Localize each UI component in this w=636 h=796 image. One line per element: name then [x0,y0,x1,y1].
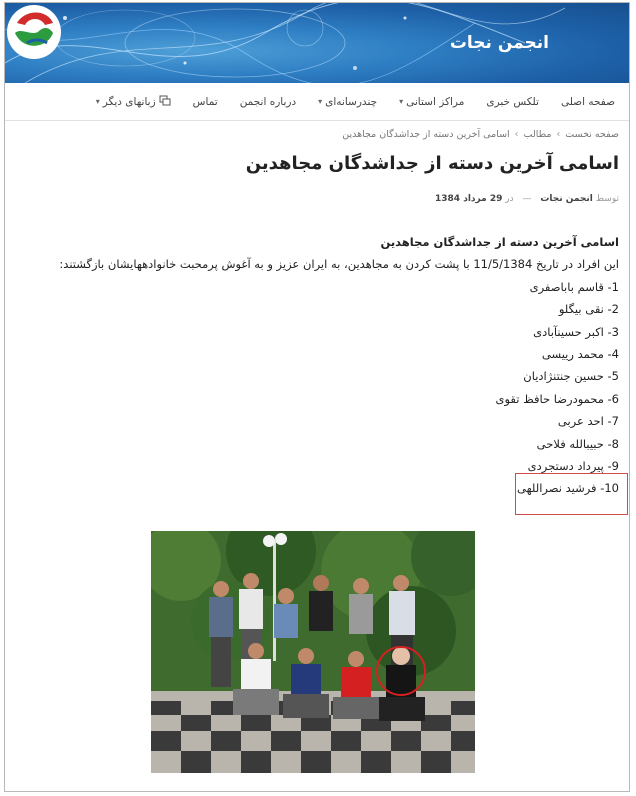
nav-item-multimedia[interactable] [318,96,377,108]
list-item: 9- پیرداد دستجردی [527,459,619,474]
breadcrumb-separator: › [556,129,561,140]
meta-author[interactable]: انجمن نجات [540,194,593,204]
nav-item-label: تماس [192,95,218,108]
chevron-down-icon: ▾ [95,97,100,106]
page-frame [4,2,630,792]
nav-item-label: درباره انجمن [239,95,297,108]
chevron-down-icon: ▾ [399,97,404,106]
list-item: 8- حبیبالله فلاحی [536,436,619,451]
breadcrumb-home[interactable]: صفحه نخست [565,129,619,140]
nav-item-label: مراکز استانی [406,95,465,108]
breadcrumb-separator: › [514,129,519,140]
article-intro: این افراد در تاریخ 11/5/1384 با پشت کردن به مجاهدین، به ایران عزیز و به آغوش پرمحبت خانوادههایشان بازگشتند: [59,257,619,272]
list-item: 3- اکبر حسینآبادی [533,324,619,339]
list-item: 10- فرشید نصراللهی [517,481,619,496]
list-item: 1- قاسم باباصفری [529,279,619,294]
meta-date: 29 مرداد 1384 [435,194,503,204]
header-banner [5,3,629,83]
nav-item-home[interactable] [561,96,615,108]
nav-item-contact[interactable] [193,96,218,108]
site-title[interactable]: انجمن نجات [449,33,549,53]
page-title: اسامی آخرین دسته از جداشدگان مجاهدین [245,153,619,174]
highlight-annotation-box [515,473,628,515]
article-body [9,231,619,500]
article-heading: اسامی آخرین دسته از جداشدگان مجاهدین [380,235,619,249]
nav-item-label: چندرسانه‌ای [325,95,378,108]
nav-item-label: صفحه اصلی [560,95,615,108]
nav-item-other-languages[interactable] [96,94,171,109]
list-item: 6- محمودرضا حافظ تقوی [495,391,619,406]
language-icon [159,94,171,109]
main-nav [5,83,629,121]
meta-separator: — [522,194,532,204]
nav-item-about[interactable] [240,96,296,108]
nav-item-label: زبانهای دیگر [102,95,156,108]
nav-item-news-telex[interactable] [486,96,539,108]
list-item: 4- محمد رییسی [541,347,619,362]
meta-in-label: در [505,194,514,204]
site-logo[interactable] [5,3,63,61]
group-photo [151,531,475,773]
breadcrumb-current: اسامی آخرین دسته از جداشدگان مجاهدین [342,129,510,140]
nav-item-label: تلکس خبری [486,95,539,108]
list-item: 5- حسین جنتنژادیان [523,369,619,384]
chevron-down-icon: ▾ [318,97,323,106]
nav-item-provincial-centers[interactable] [399,96,464,108]
breadcrumb-section[interactable]: مطالب [523,129,552,140]
post-meta [435,194,619,204]
breadcrumb [342,129,619,140]
meta-by-label: توسط [595,194,619,204]
list-item: 2- نقی بیگلو [558,302,619,317]
list-item: 7- احد عربی [557,414,619,429]
name-list [9,276,619,500]
